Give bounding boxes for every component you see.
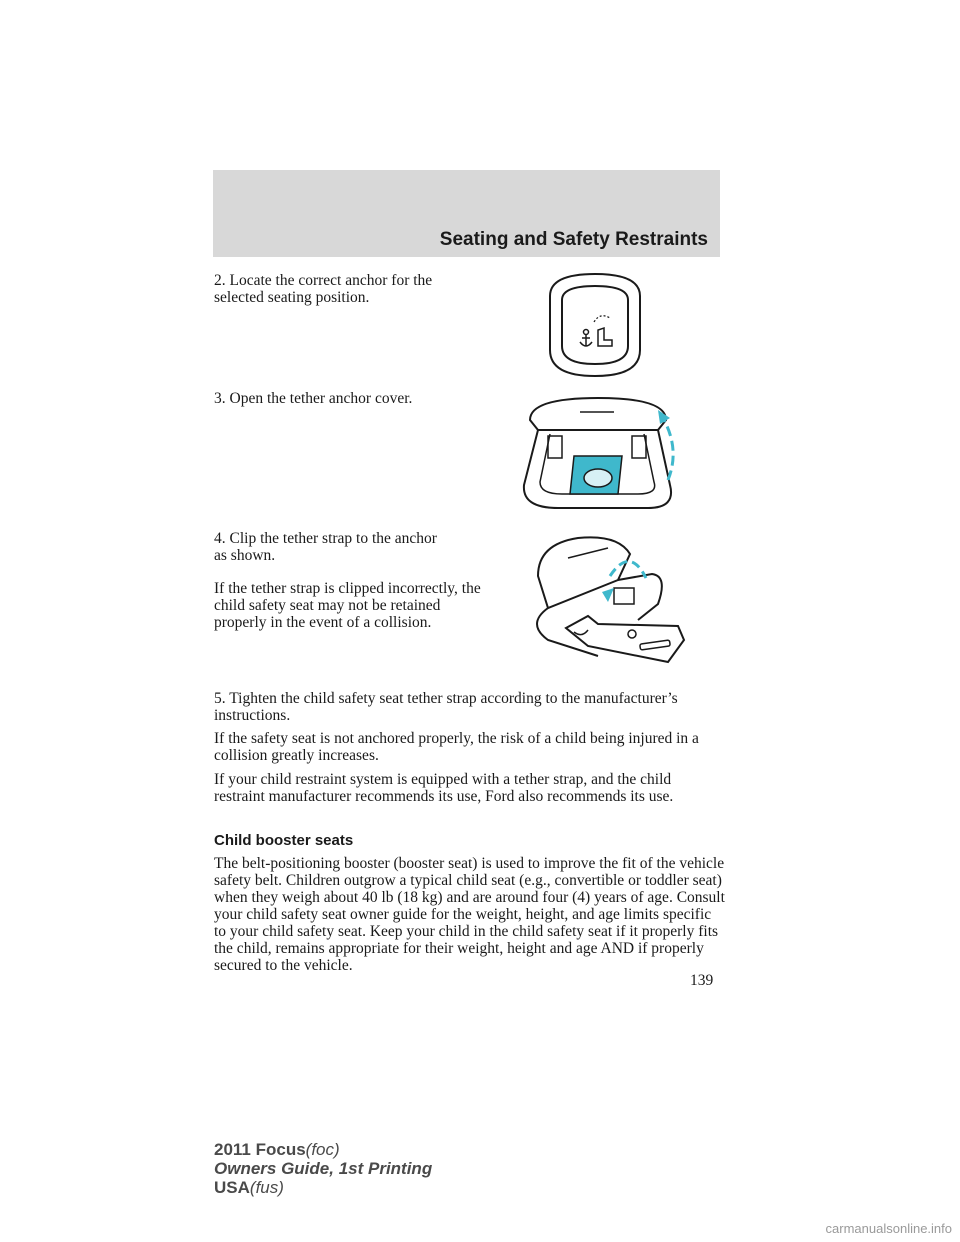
anchoring-warning-text: If the safety seat is not anchored properly, the risk of a child being injured in a collision greatly increases. [214,730,699,764]
tether-recommendation-text: If your child restraint system is equipped with a tether strap, and the child restraint manufacturer recommends its use, Ford also recommends its use. [214,771,674,805]
step-5-text: 5. Tighten the child safety seat tether strap according to the manufacturer’s instructions. [214,690,678,724]
step-4-text: 4. Clip the tether strap to the anchor as shown. [214,530,437,564]
step-3-text: 3. Open the tether anchor cover. [214,390,413,407]
page-number: 139 [690,972,714,989]
section-header-band [213,170,720,257]
footer-market: USA [214,1178,250,1197]
booster-seats-heading: Child booster seats [214,832,354,849]
footer-market-code: (fus) [249,1178,284,1197]
site-watermark: carmanualsonline.info [825,1221,952,1236]
open-anchor-cover-illustration [518,390,688,515]
booster-seats-text: The belt-positioning booster (booster seat) is used to improve the fit of the vehicle safety belt. Children outgrow a typical child seat (e.g., convertible or toddler seat) when they weigh about 40 lb (18 kg) and are around four (4) years of age. Consult your child safety seat owner guide for the weight, height, and age limits specific to your child safety seat. Keep your child in the child safety seat if it properly fits the child, remains appropriate for their weight, height and age AND if properly secured to the vehicle. [214,855,725,974]
footer-model: 2011 Focus [214,1140,306,1159]
footer-guide: Owners Guide, 1st Printing [214,1159,433,1178]
step-2-text: 2. Locate the correct anchor for the selected seating position. [214,272,433,306]
tether-anchor-symbol-icon [580,316,612,346]
step-4-note: If the tether strap is clipped incorrectly, the child safety seat may not be retained properly in the event of a collision. [214,580,481,631]
footer-model-code: (foc) [305,1140,340,1159]
anchor-cover-illustration [540,268,650,383]
clip-tether-strap-illustration [518,528,693,668]
section-title: Seating and Safety Restraints [439,229,708,250]
document-footer [214,1140,432,1197]
